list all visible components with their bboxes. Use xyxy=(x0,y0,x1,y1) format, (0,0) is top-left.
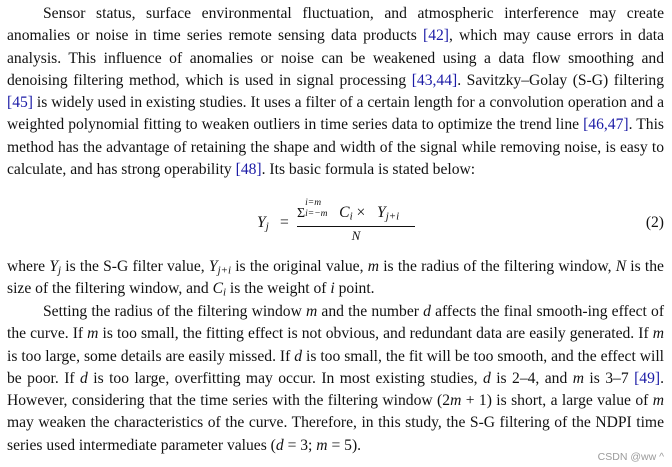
paragraph-text: is the radius of the filtering window, xyxy=(378,258,616,275)
citation-link[interactable]: [48] xyxy=(235,161,262,179)
math-variable: Y xyxy=(49,258,58,275)
paragraph-parameters xyxy=(7,301,664,457)
math-subscript: i xyxy=(222,287,226,300)
math-variable: N xyxy=(615,258,627,275)
math-variable: m xyxy=(367,258,379,275)
math-subscript: j+i xyxy=(217,264,231,277)
math-variable: Y xyxy=(208,258,218,275)
paragraph-text: point. xyxy=(334,280,375,298)
math-variable: m xyxy=(87,325,99,343)
paragraph-text: is the size of the filtering window, and xyxy=(7,258,664,298)
citation-link[interactable]: [49] xyxy=(634,369,661,387)
paragraph-text: is too small, the fitting effect is not obvious, and redundant data are easily generated. If xyxy=(98,325,653,343)
math-variable: m xyxy=(652,392,665,410)
math-variable: C xyxy=(212,280,223,298)
paragraph-text: may weaken the characteristics of the curve. Therefore, in this study, the S-G filtering of the NDPI time series used intermediate parameter values ( xyxy=(7,414,664,454)
paragraph-text: where xyxy=(7,258,50,275)
paragraph-text: is the S-G filter value, xyxy=(61,258,209,275)
paragraph-text: is 3–7 xyxy=(583,369,635,387)
paragraph-text: is 2–4, and xyxy=(490,369,573,387)
math-subscript: j xyxy=(58,264,62,277)
equation-lhs xyxy=(257,214,269,232)
paragraph-text: affects the final smooth-ing effect of the curve. If xyxy=(7,303,665,343)
citation-link[interactable]: [42] xyxy=(423,27,449,45)
summation-limits xyxy=(305,198,339,220)
paragraph-text: = 5). xyxy=(327,436,362,454)
equation-numerator xyxy=(297,198,415,223)
math-variable: d xyxy=(482,369,491,387)
math-variable: m xyxy=(316,436,328,454)
citation-link[interactable]: [43,44] xyxy=(411,71,458,89)
paragraph-text: . This method has the advantage of retaining the shape and width of the signal while removing noise, is easy to calculate, and has strong operability xyxy=(7,116,664,179)
equation-equals: = xyxy=(280,214,289,231)
paragraph-text: is too small, the fit will be too smooth, and the effect will be poor. If xyxy=(7,347,664,387)
summation-lower-limit: i=−m xyxy=(305,209,328,219)
math-variable: m xyxy=(306,303,318,320)
equation-number: (2) xyxy=(645,214,664,231)
math-variable: m xyxy=(652,325,664,343)
equation-subscript: i xyxy=(349,210,353,223)
equation-denominator: N xyxy=(351,228,361,243)
math-variable: m xyxy=(450,392,462,410)
paragraph-intro xyxy=(7,3,664,181)
summation-symbol: Σ xyxy=(297,206,306,221)
equation-coefficient: C xyxy=(339,204,350,221)
citation-link[interactable]: [45] xyxy=(7,94,33,112)
paragraph-text: . However, considering that the time series with the filtering window (2 xyxy=(7,369,664,410)
math-variable: d xyxy=(80,369,88,387)
sg-filter-equation xyxy=(0,200,672,252)
times-symbol: × xyxy=(356,204,366,221)
paragraph-text: = 3; xyxy=(283,436,317,454)
math-variable: d xyxy=(423,303,431,320)
paragraph-text: , which may cause errors in data analysis. This influence of anomalies or noise can be weakened using a data flow smoothing and denoising filtering method, which is used in signal processing xyxy=(7,27,664,89)
paragraph-text: Sensor status, surface environmental fluctuation, and atmospheric interference may create anomalies or noise in time series remote sensing data products xyxy=(7,5,664,45)
paragraph-text: is the weight of xyxy=(226,280,331,298)
paragraph-text: . Savitzky–Golay (S-G) filtering xyxy=(457,71,664,89)
math-variable: i xyxy=(330,280,335,298)
paragraph-text: is too large, overfitting may occur. In most existing studies, xyxy=(87,369,483,387)
paragraph-definitions xyxy=(7,256,664,301)
summation-upper-limit: i=m xyxy=(305,198,322,208)
fraction-bar xyxy=(297,226,415,227)
csdn-watermark: CSDN @ww ^ xyxy=(597,451,664,463)
equation-variable: Y xyxy=(257,214,266,231)
paragraph-text: is widely used in existing studies. It uses a filter of a certain length for a convolution operation and a weighted polynomial fitting to weaken outliers in time series data to optimize the trend line xyxy=(7,94,664,134)
paragraph-text: Setting the radius of the filtering window xyxy=(43,303,306,320)
math-variable: d xyxy=(275,436,284,454)
paragraph-text: is the original value, xyxy=(231,258,368,275)
math-variable: m xyxy=(572,369,584,387)
citation-link[interactable]: [46,47] xyxy=(583,116,629,134)
paragraph-text: . Its basic formula is stated below: xyxy=(261,161,476,179)
equation-variable: Y xyxy=(377,204,386,221)
equation-subscript: j+i xyxy=(385,210,400,223)
paragraph-text: + 1) is short, a large value of xyxy=(461,392,653,410)
paragraph-text: is too large, some details are easily missed. If xyxy=(7,347,295,365)
math-variable: d xyxy=(294,347,303,365)
paragraph-text: and the number xyxy=(317,303,424,320)
equation-subscript: j xyxy=(265,220,269,233)
